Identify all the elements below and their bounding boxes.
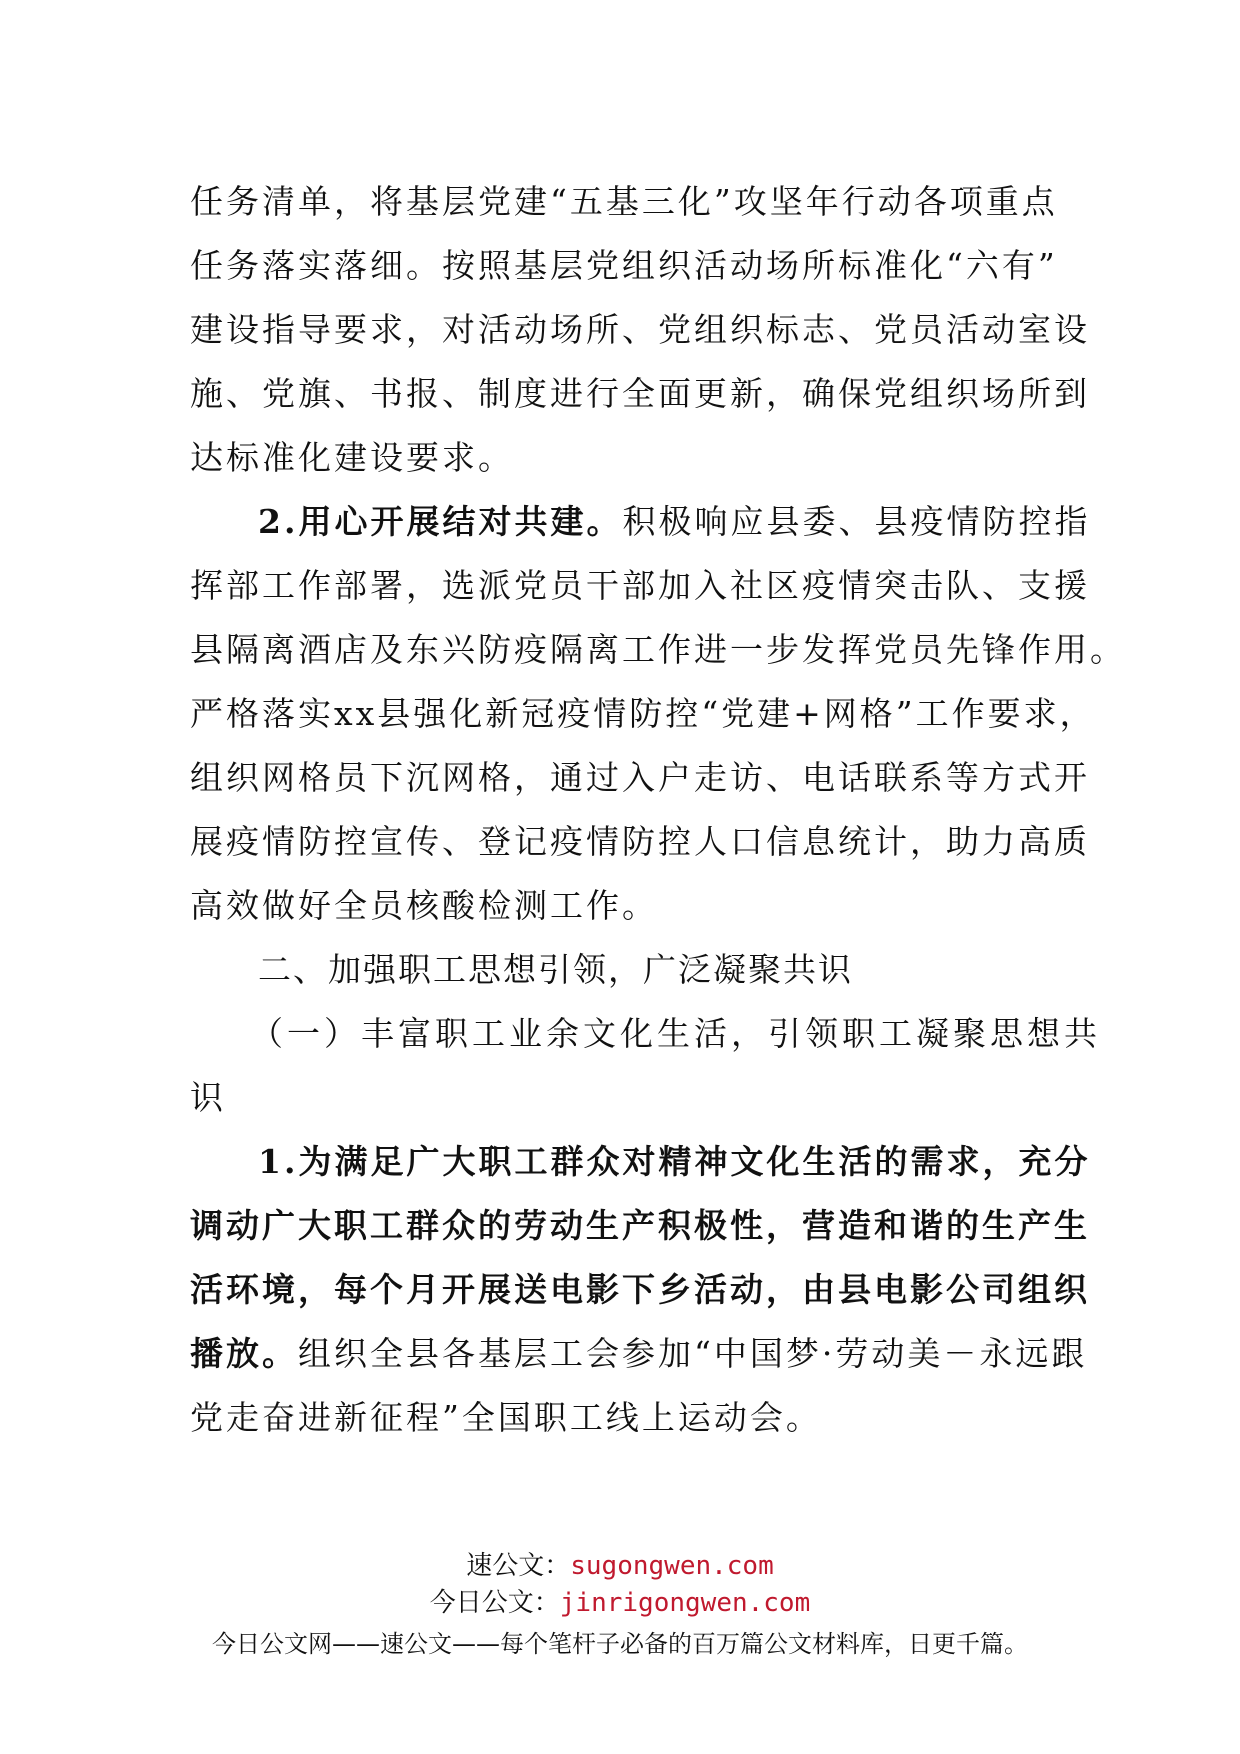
paragraph-line: 施、党旗、书报、制度进行全面更新，确保党组织场所到 — [190, 374, 1090, 413]
bold-paragraph-line: 1.为满足广大职工群众对精神文化生活的需求，充分 — [258, 1142, 1091, 1181]
paragraph-line — [190, 1322, 1088, 1386]
paragraph-line — [190, 490, 1091, 554]
paragraph-line: 高效做好全员核酸检测工作。 — [190, 886, 658, 925]
paragraph-line: 展疫情防控宣传、登记疫情防控人口信息统计，助力高质 — [190, 822, 1090, 861]
bold-lead: 2.用心开展结对共建。 — [258, 502, 623, 541]
site2-link[interactable]: jinrigongwen.com — [559, 1588, 811, 1618]
footer-tagline: 今日公文网——速公文——每个笔杆子必备的百万篇公文材料库，日更千篇。 — [212, 1630, 1028, 1658]
bold-paragraph-line: 活环境，每个月开展送电影下乡活动，由县电影公司组织 — [190, 1270, 1090, 1309]
subsection-heading-cont: 识 — [190, 1078, 226, 1117]
footer-site2 — [0, 1582, 1240, 1619]
paragraph-line: 县隔离酒店及东兴防疫隔离工作进一步发挥党员先锋作用。 — [190, 630, 1126, 669]
paragraph-line: 任务清单，将基层党建“五基三化”攻坚年行动各项重点 — [190, 182, 1058, 221]
paragraph-line: 党走奋进新征程”全国职工线上运动会。 — [190, 1398, 822, 1437]
paragraph-line: 达标准化建设要求。 — [190, 438, 514, 477]
paragraph-line: 严格落实xx县强化新冠疫情防控“党建+网格”工作要求， — [190, 694, 1096, 733]
paragraph-line: 挥部工作部署，选派党员干部加入社区疫情突击队、支援 — [190, 566, 1090, 605]
site1-link[interactable]: sugongwen.com — [570, 1551, 774, 1581]
bold-tail: 播放。 — [190, 1334, 298, 1373]
paragraph-line: 建设指导要求，对活动场所、党组织标志、党员活动室设 — [190, 310, 1090, 349]
paragraph-text: 组织全县各基层工会参加“中国梦·劳动美－永远跟 — [298, 1334, 1088, 1373]
subsection-heading: （一）丰富职工业余文化生活，引领职工凝聚思想共 — [250, 1014, 1101, 1053]
site2-name: 今日公文： — [429, 1588, 560, 1618]
bold-paragraph-line: 调动广大职工群众的劳动生产积极性，营造和谐的生产生 — [190, 1206, 1090, 1245]
document-body — [190, 170, 1126, 1450]
paragraph-text: 积极响应县委、县疫情防控指 — [622, 502, 1091, 541]
paragraph-line: 任务落实落细。按照基层党组织活动场所标准化“六有” — [190, 246, 1058, 285]
footer-site1 — [0, 1545, 1240, 1582]
paragraph-line: 组织网格员下沉网格，通过入户走访、电话联系等方式开 — [190, 758, 1090, 797]
site1-name: 速公文： — [466, 1551, 571, 1581]
section-heading: 二、加强职工思想引领，广泛凝聚共识 — [258, 950, 853, 989]
